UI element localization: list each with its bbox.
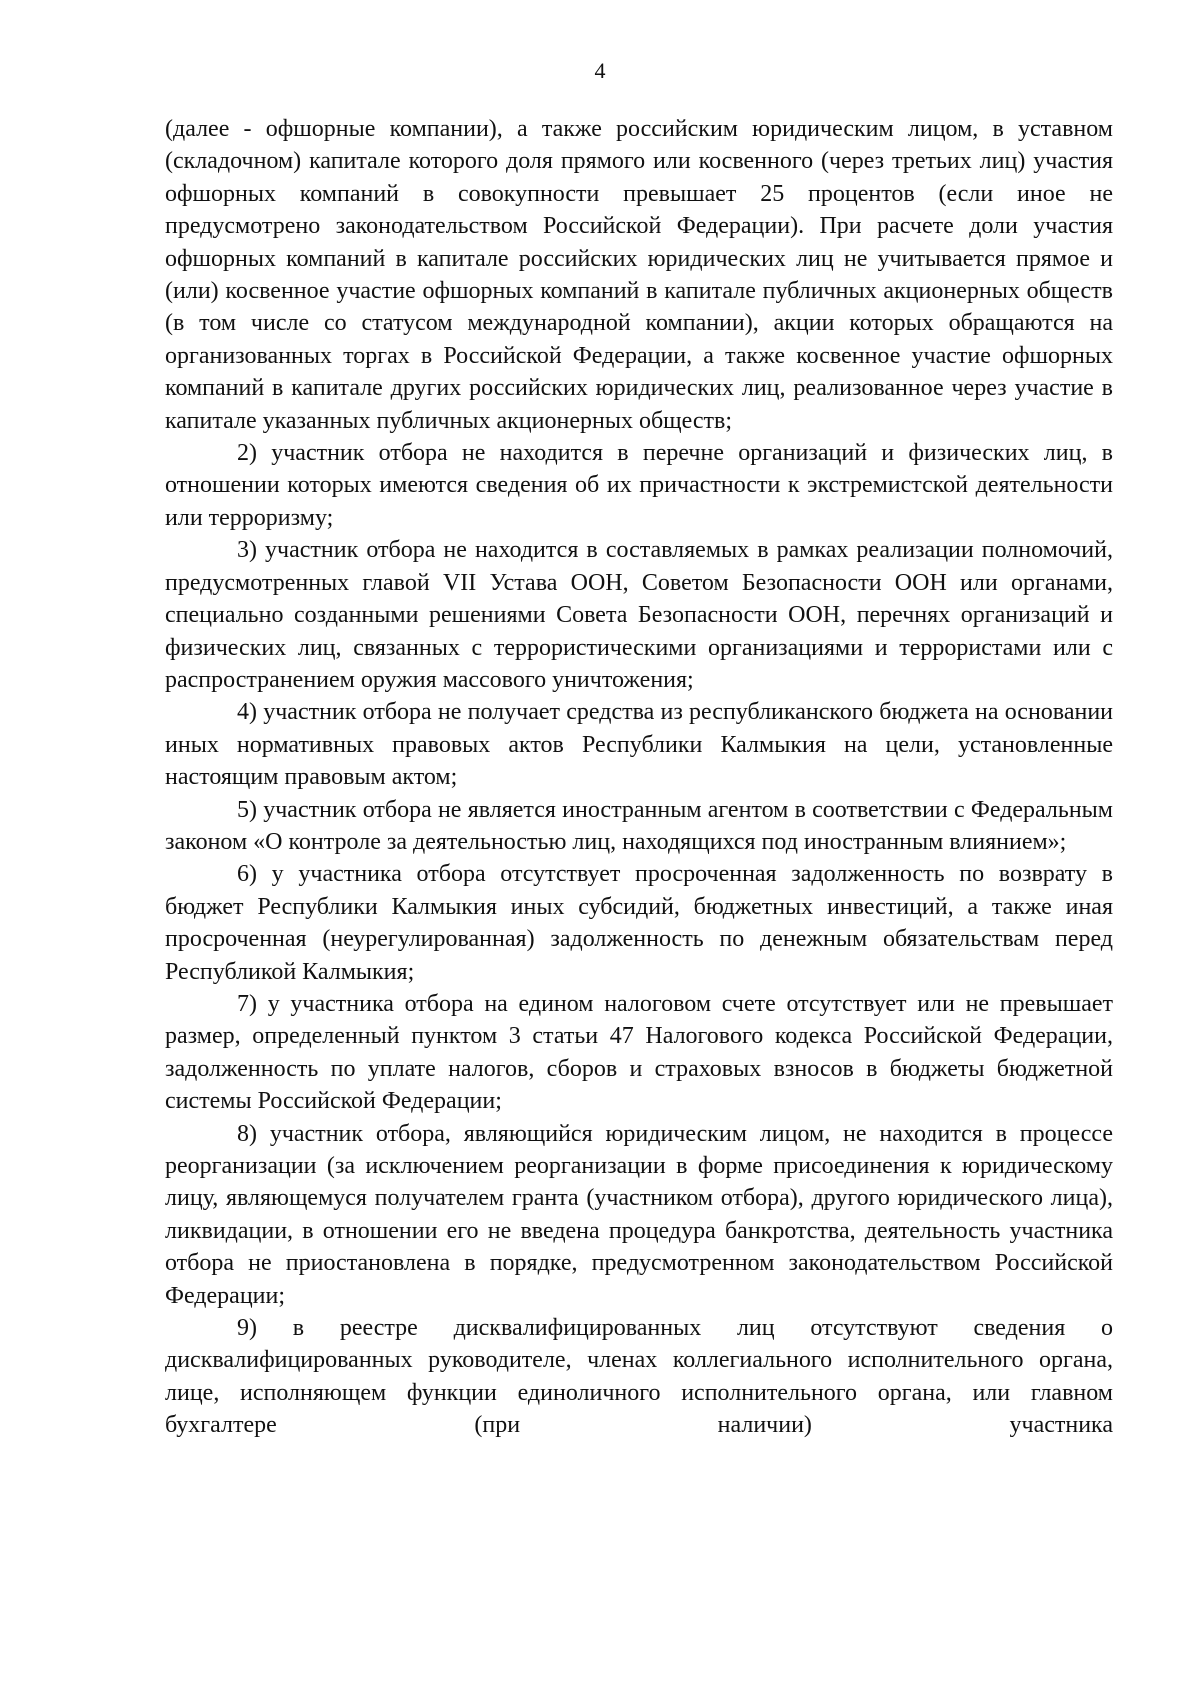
document-body [165, 113, 1113, 1442]
paragraph-continuation-offshore: (далее - офшорные компании), а также российским юридическим лицом, в уставном (складочном) капитале которого доля прямого или косвенного (через третьих лиц) участия офшорных компаний в совокупности превышает 25 процентов (если иное не предусмотрено законодательством Российской Федерации). При расчете доли участия офшорных компаний в капитале российских юридических лиц не учитывается прямое и (или) косвенное участие офшорных компаний в капитале публичных акционерных обществ (в том числе со статусом международной компании), акции которых обращаются на организованных торгах в Российской Федерации, а также косвенное участие офшорных компаний в капитале других российских юридических лиц, реализованное через участие в капитале указанных публичных акционерных обществ; [165, 116, 1113, 434]
paragraph-item-3: 3) участник отбора не находится в составляемых в рамках реализации полномочий, предусмотренных главой VII Устава ООН, Советом Безопасности ООН или органами, специально созданными решениями Совета Безопасности ООН, перечнях организаций и физических лиц, связанных с террористическими организациями и террористами или с распространением оружия массового уничтожения; [165, 537, 1113, 693]
paragraph-item-6: 6) у участника отбора отсутствует просроченная задолженность по возврату в бюджет Республики Калмыкия иных субсидий, бюджетных инвестиций, а также иная просроченная (неурегулированная) задолженность по денежным обязательствам перед Республикой Калмыкия; [165, 861, 1113, 985]
paragraph-item-4: 4) участник отбора не получает средства из республиканского бюджета на основании иных нормативных правовых актов Республики Калмыкия на цели, установленные настоящим правовым актом; [165, 699, 1113, 791]
paragraph-item-7: 7) у участника отбора на едином налоговом счете отсутствует или не превышает размер, определенный пунктом 3 статьи 47 Налогового кодекса Российской Федерации, задолженность по уплате налогов, сборов и страховых взносов в бюджеты бюджетной системы Российской Федерации; [165, 990, 1113, 1115]
page-number: 4 [594, 58, 606, 83]
paragraph-item-5: 5) участник отбора не является иностранным агентом в соответствии с Федеральным законом «О контроле за деятельностью лиц, находящихся под иностранным влиянием»; [165, 796, 1113, 855]
paragraph-item-9: 9) в реестре дисквалифицированных лиц отсутствуют сведения о дисквалифицированных руководителе, членах коллегиального исполнительного органа, лице, исполняющем функции единоличного исполнительного органа, или главном бухгалтере (при наличии) участника [165, 1315, 1113, 1439]
paragraph-item-2: 2) участник отбора не находится в перечне организаций и физических лиц, в отношении которых имеются сведения об их причастности к экстремистской деятельности или терроризму; [165, 440, 1113, 531]
paragraph-item-8: 8) участник отбора, являющийся юридическим лицом, не находится в процессе реорганизации (за исключением реорганизации в форме присоединения к юридическому лицу, являющемуся получателем гранта (участником отбора), другого юридического лица), ликвидации, в отношении его не введена процедура банкротства, деятельность участника отбора не приостановлена в порядке, предусмотренном законодательством Российской Федерации; [165, 1120, 1113, 1309]
